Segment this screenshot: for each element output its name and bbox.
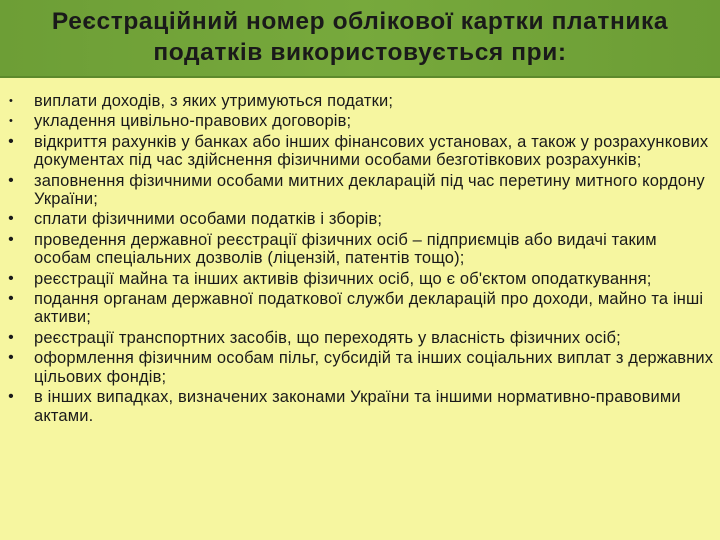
list-item-text: виплати доходів, з яких утримуються податки; — [34, 92, 394, 110]
list-item-text: в інших випадках, визначених законами України та іншими нормативно-правовими актами. — [34, 388, 681, 425]
title-line-1: Реєстраційний номер облікової картки платника — [51, 8, 669, 35]
list-item — [0, 231, 720, 268]
list-item-text: сплати фізичними особами податків і зборів; — [34, 210, 383, 229]
list-item — [0, 133, 720, 170]
list-item — [0, 210, 720, 228]
list-item — [0, 349, 720, 386]
list-item-text: заповнення фізичними особами митних декларацій під час перетину митного кордону України; — [34, 171, 705, 209]
bullet-icon: • — [8, 328, 14, 346]
title-banner — [0, 0, 720, 78]
list-item-text: укладення цивільно-правових договорів; — [34, 112, 352, 131]
list-item — [0, 329, 720, 347]
list-item — [0, 112, 720, 130]
list-item-text: відкриття рахунків у банках або інших фінансових установах, а також у розрахункових документах під час здійснення фізичними особами безготівкових розрахунків; — [34, 132, 709, 170]
list-item-text: оформлення фізичним особам пільг, субсидій та інших соціальних виплат з державних цільових фондів; — [34, 349, 714, 386]
usage-list — [0, 92, 720, 425]
bullet-icon: • — [8, 230, 14, 248]
list-item — [0, 172, 720, 209]
bullet-icon: • — [8, 171, 14, 189]
slide-title — [0, 6, 720, 68]
bullet-icon: • — [8, 388, 14, 406]
bullet-icon: • — [8, 95, 13, 107]
title-line-2: податків використовується при: — [153, 39, 567, 66]
list-item-text: реєстрації майна та інших активів фізичних осіб, що є об'єктом оподаткування; — [34, 269, 652, 288]
list-item-text: реєстрації транспортних засобів, що переходять у власність фізичних осіб; — [34, 328, 621, 347]
bullet-icon: • — [8, 132, 14, 150]
list-item — [0, 388, 720, 425]
list-item — [0, 290, 720, 327]
list-item-text: проведення державної реєстрації фізичних осіб – підприємців або видачі таким особам спеціальних дозволів (ліцензій, патентів тощо); — [34, 230, 657, 268]
list-item — [0, 92, 720, 110]
bullet-icon: • — [8, 210, 14, 228]
bullet-icon: • — [8, 290, 14, 308]
bullet-icon: • — [8, 115, 13, 128]
list-item — [0, 270, 720, 288]
bullet-icon: • — [8, 349, 14, 367]
bullet-icon: • — [8, 269, 14, 287]
list-item-text: подання органам державної податкової служби декларацій про доходи, майно та інші активи; — [34, 290, 704, 327]
